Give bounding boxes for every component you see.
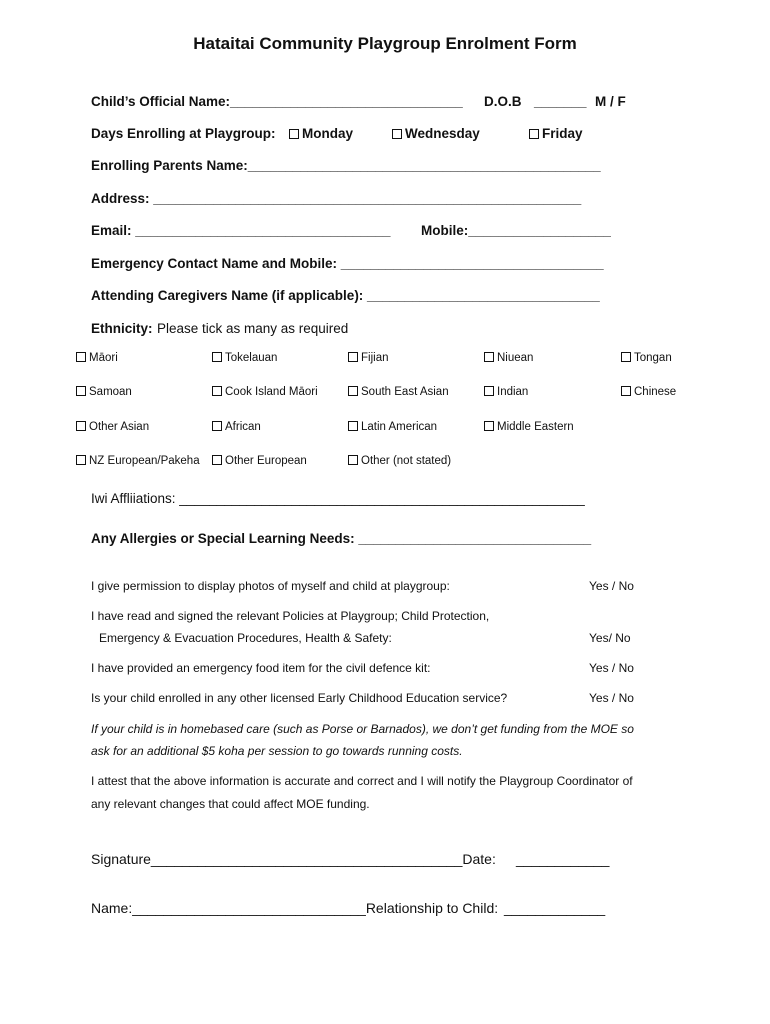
name-relationship-field[interactable]: Name:______________________________Relationship to Child: (91, 900, 499, 916)
ethnicity-option-label: Fijian (361, 352, 389, 364)
checkbox-icon[interactable] (212, 455, 222, 465)
dob-label: D.O.B (484, 94, 522, 109)
ethnicity-option[interactable] (348, 421, 437, 433)
checkbox-icon[interactable] (621, 386, 631, 396)
attest-line2: any relevant changes that could affect MOE funding. (91, 797, 370, 811)
checkbox-icon[interactable] (529, 129, 539, 139)
food-kit-text: I have provided an emergency food item for the civil defence kit: (91, 661, 431, 675)
ethnicity-option[interactable] (212, 386, 318, 398)
ethnicity-option[interactable] (621, 386, 676, 398)
ethnicity-option[interactable] (76, 386, 132, 398)
day-wednesday-label: Wednesday (405, 126, 480, 141)
checkbox-icon[interactable] (76, 421, 86, 431)
checkbox-icon[interactable] (484, 421, 494, 431)
policies-yes-no[interactable]: Yes/ No (589, 631, 631, 645)
ece-yes-no[interactable]: Yes / No (589, 691, 634, 705)
checkbox-icon[interactable] (76, 386, 86, 396)
policies-text-line2: Emergency & Evacuation Procedures, Health & Safety: (99, 631, 392, 645)
signature-field[interactable]: Signature________________________________________Date: (91, 851, 496, 867)
ethnicity-option[interactable] (484, 421, 574, 433)
ethnicity-option[interactable] (76, 455, 200, 467)
ethnicity-option-label: Tokelauan (225, 352, 278, 364)
day-friday-option[interactable] (529, 126, 583, 141)
ethnicity-option-label: Other European (225, 455, 307, 467)
relationship-field[interactable]: _____________ (504, 900, 606, 916)
email-field[interactable]: Email: __________________________________ (91, 223, 391, 238)
checkbox-icon[interactable] (76, 455, 86, 465)
ethnicity-option[interactable] (212, 455, 307, 467)
checkbox-icon[interactable] (289, 129, 299, 139)
dob-field[interactable]: _______ (534, 94, 587, 109)
checkbox-icon[interactable] (484, 352, 494, 362)
ethnicity-option[interactable] (76, 352, 118, 364)
photos-permission-text: I give permission to display photos of myself and child at playgroup: (91, 579, 450, 593)
attest-line1: I attest that the above information is accurate and correct and I will notify the Playgroup Coordinator of (91, 774, 633, 788)
ethnicity-option-label: Middle Eastern (497, 421, 574, 433)
ethnicity-option[interactable] (348, 386, 449, 398)
homebased-note-line1: If your child is in homebased care (such as Porse or Barnados), we don’t get funding from the MOE so (91, 722, 634, 736)
checkbox-icon[interactable] (348, 455, 358, 465)
photos-yes-no[interactable]: Yes / No (589, 579, 634, 593)
day-friday-label: Friday (542, 126, 583, 141)
ece-text: Is your child enrolled in any other licensed Early Childhood Education service? (91, 691, 508, 705)
ethnicity-option[interactable] (76, 421, 149, 433)
sex-field[interactable]: M / F (595, 94, 626, 109)
child-name-field[interactable]: Child’s Official Name:_______________________________ (91, 94, 463, 109)
ethnicity-option[interactable] (484, 386, 528, 398)
allergies-field[interactable]: Any Allergies or Special Learning Needs: _______________________________ (91, 531, 592, 546)
checkbox-icon[interactable] (348, 352, 358, 362)
ethnicity-option-label: Other (not stated) (361, 455, 452, 467)
emergency-contact-field[interactable]: Emergency Contact Name and Mobile: ___________________________________ (91, 256, 604, 271)
day-wednesday-option[interactable] (392, 126, 480, 141)
mobile-field[interactable]: Mobile:___________________ (421, 223, 611, 238)
ethnicity-option[interactable] (484, 352, 533, 364)
ethnicity-option-label: African (225, 421, 261, 433)
day-monday-option[interactable] (289, 126, 353, 141)
ethnicity-option-label: Cook Island Māori (225, 386, 318, 398)
parents-name-field[interactable]: Enrolling Parents Name:_______________________________________________ (91, 158, 601, 173)
ethnicity-option-label: Latin American (361, 421, 438, 433)
day-monday-label: Monday (302, 126, 354, 141)
ethnicity-option[interactable] (621, 352, 672, 364)
ethnicity-heading (91, 320, 348, 338)
ethnicity-option[interactable] (212, 352, 277, 364)
ethnicity-option-label: Indian (497, 386, 529, 398)
ethnicity-option[interactable] (212, 421, 261, 433)
checkbox-icon[interactable] (212, 421, 222, 431)
food-kit-yes-no[interactable]: Yes / No (589, 661, 634, 675)
form-title: Hataitai Community Playgroup Enrolment Form (193, 34, 577, 53)
ethnicity-option-label: Other Asian (89, 421, 150, 433)
policies-text-line1: I have read and signed the relevant Policies at Playgroup; Child Protection, (91, 609, 490, 623)
ethnicity-hint: Please tick as many as required (156, 321, 349, 336)
ethnicity-label: Ethnicity: (91, 321, 153, 336)
checkbox-icon[interactable] (76, 352, 86, 362)
iwi-field[interactable]: Iwi Affliiations: ______________________________________________________ (91, 491, 585, 506)
days-label: Days Enrolling at Playgroup: (91, 126, 276, 141)
address-field[interactable]: Address: _________________________________________________________ (91, 191, 582, 206)
ethnicity-option-label: NZ European/Pakeha (89, 455, 200, 467)
ethnicity-option-label: Chinese (634, 386, 677, 398)
checkbox-icon[interactable] (348, 386, 358, 396)
ethnicity-option-label: Niuean (497, 352, 534, 364)
checkbox-icon[interactable] (212, 386, 222, 396)
caregivers-field[interactable]: Attending Caregivers Name (if applicable): _______________________________ (91, 288, 600, 303)
homebased-note-line2: ask for an additional $5 koha per session to go towards running costs. (91, 744, 463, 758)
checkbox-icon[interactable] (392, 129, 402, 139)
signature-date-field[interactable]: ____________ (516, 851, 610, 867)
checkbox-icon[interactable] (212, 352, 222, 362)
ethnicity-option[interactable] (348, 352, 388, 364)
ethnicity-option-label: Samoan (89, 386, 132, 398)
ethnicity-option-label: Tongan (634, 352, 672, 364)
ethnicity-option-label: South East Asian (361, 386, 449, 398)
checkbox-icon[interactable] (348, 421, 358, 431)
checkbox-icon[interactable] (484, 386, 494, 396)
checkbox-icon[interactable] (621, 352, 631, 362)
ethnicity-option-label: Māori (89, 352, 118, 364)
ethnicity-option[interactable] (348, 455, 451, 467)
